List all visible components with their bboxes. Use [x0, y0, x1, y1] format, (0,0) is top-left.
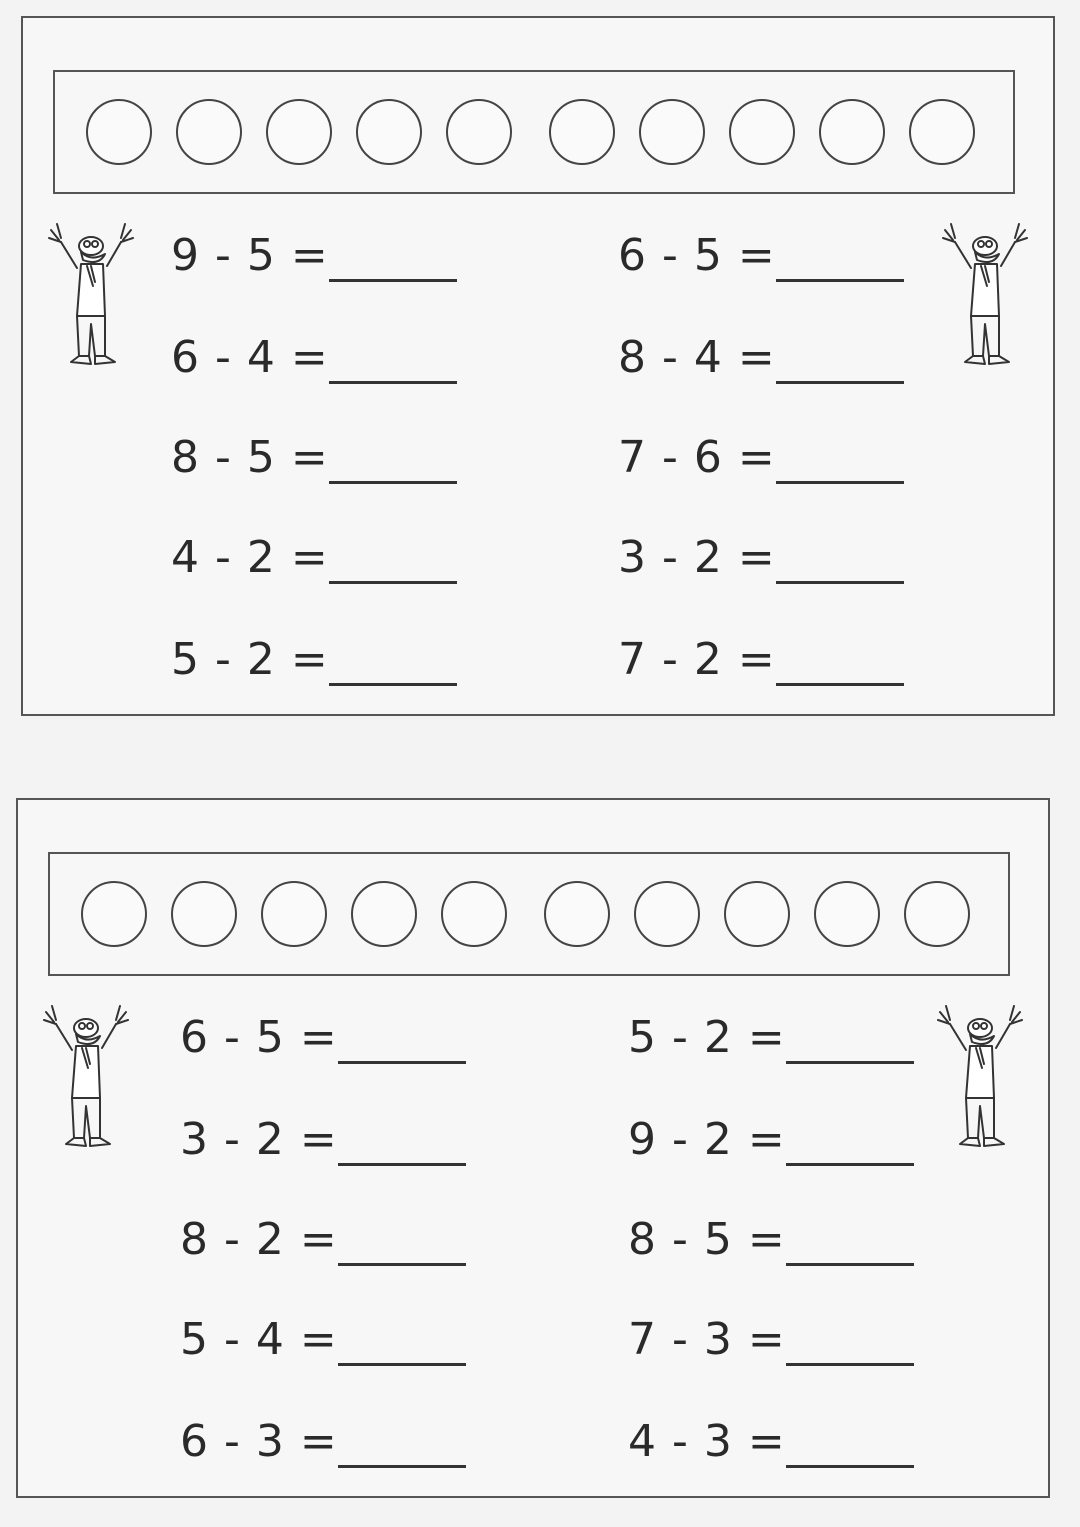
problem — [628, 1404, 928, 1474]
counter-circle-icon — [441, 881, 507, 947]
counter-circle-icon — [819, 99, 885, 165]
counter-circle-icon — [814, 881, 880, 947]
problem-expression: 5 - 4 = — [180, 1314, 338, 1365]
counter-circle-icon — [909, 99, 975, 165]
problem — [180, 1102, 480, 1172]
counter-circle-icon — [904, 881, 970, 947]
counter-circle-icon — [266, 99, 332, 165]
answer-blank[interactable] — [776, 581, 904, 584]
answer-blank[interactable] — [329, 381, 457, 384]
answer-blank[interactable] — [338, 1061, 466, 1064]
answer-blank[interactable] — [338, 1163, 466, 1166]
problem-expression: 6 - 4 = — [171, 332, 329, 383]
problem-expression: 6 - 5 = — [618, 230, 776, 281]
counter-circle-icon — [724, 881, 790, 947]
problem-expression: 5 - 2 = — [628, 1012, 786, 1063]
problem — [628, 1302, 928, 1372]
answer-blank[interactable] — [338, 1363, 466, 1366]
answer-blank[interactable] — [776, 279, 904, 282]
answer-blank[interactable] — [776, 381, 904, 384]
problem-expression: 3 - 2 = — [180, 1114, 338, 1165]
counter-circle-icon — [81, 881, 147, 947]
problem-expression: 4 - 3 = — [628, 1416, 786, 1467]
problem-expression: 6 - 5 = — [180, 1012, 338, 1063]
counter-circle-icon — [261, 881, 327, 947]
problem-expression: 5 - 2 = — [171, 634, 329, 685]
counter-circle-icon — [86, 99, 152, 165]
mascot-icon — [932, 998, 1028, 1158]
counter-circle-icon — [544, 881, 610, 947]
problem-expression: 9 - 5 = — [171, 230, 329, 281]
problem — [171, 320, 471, 390]
mascot-icon — [38, 998, 134, 1158]
counter-circle-icon — [171, 881, 237, 947]
problem — [180, 1302, 480, 1372]
mascot-icon — [43, 216, 139, 376]
counter-circle-icon — [446, 99, 512, 165]
answer-blank[interactable] — [776, 481, 904, 484]
answer-blank[interactable] — [338, 1263, 466, 1266]
mascot-icon — [937, 216, 1033, 376]
worksheet-card-1 — [21, 16, 1055, 716]
answer-blank[interactable] — [786, 1061, 914, 1064]
problem — [618, 520, 918, 590]
answer-blank[interactable] — [329, 481, 457, 484]
problem-expression: 8 - 2 = — [180, 1214, 338, 1265]
problem — [171, 520, 471, 590]
problem — [171, 622, 471, 692]
counter-frame — [53, 70, 1015, 194]
answer-blank[interactable] — [329, 683, 457, 686]
counter-circle-icon — [639, 99, 705, 165]
counter-circle-icon — [356, 99, 422, 165]
problem-expression: 7 - 6 = — [618, 432, 776, 483]
problem — [171, 420, 471, 490]
answer-blank[interactable] — [786, 1263, 914, 1266]
problem — [180, 1202, 480, 1272]
counter-circle-icon — [176, 99, 242, 165]
problem — [628, 1000, 928, 1070]
problem-expression: 7 - 3 = — [628, 1314, 786, 1365]
counter-circle-icon — [351, 881, 417, 947]
answer-blank[interactable] — [329, 279, 457, 282]
problem — [171, 218, 471, 288]
answer-blank[interactable] — [786, 1465, 914, 1468]
problem-expression: 8 - 5 = — [628, 1214, 786, 1265]
problem — [618, 320, 918, 390]
problem-expression: 6 - 3 = — [180, 1416, 338, 1467]
counter-frame — [48, 852, 1010, 976]
problem — [618, 420, 918, 490]
problem — [180, 1404, 480, 1474]
worksheet-card-2 — [16, 798, 1050, 1498]
counter-circle-icon — [634, 881, 700, 947]
problem-expression: 3 - 2 = — [618, 532, 776, 583]
answer-blank[interactable] — [338, 1465, 466, 1468]
problem-expression: 4 - 2 = — [171, 532, 329, 583]
problem-expression: 8 - 5 = — [171, 432, 329, 483]
answer-blank[interactable] — [329, 581, 457, 584]
problem-expression: 9 - 2 = — [628, 1114, 786, 1165]
problem — [628, 1202, 928, 1272]
answer-blank[interactable] — [786, 1163, 914, 1166]
counter-circle-icon — [729, 99, 795, 165]
problem — [628, 1102, 928, 1172]
problem — [180, 1000, 480, 1070]
answer-blank[interactable] — [786, 1363, 914, 1366]
answer-blank[interactable] — [776, 683, 904, 686]
problem — [618, 218, 918, 288]
counter-circle-icon — [549, 99, 615, 165]
problem-expression: 8 - 4 = — [618, 332, 776, 383]
problem-expression: 7 - 2 = — [618, 634, 776, 685]
problem — [618, 622, 918, 692]
